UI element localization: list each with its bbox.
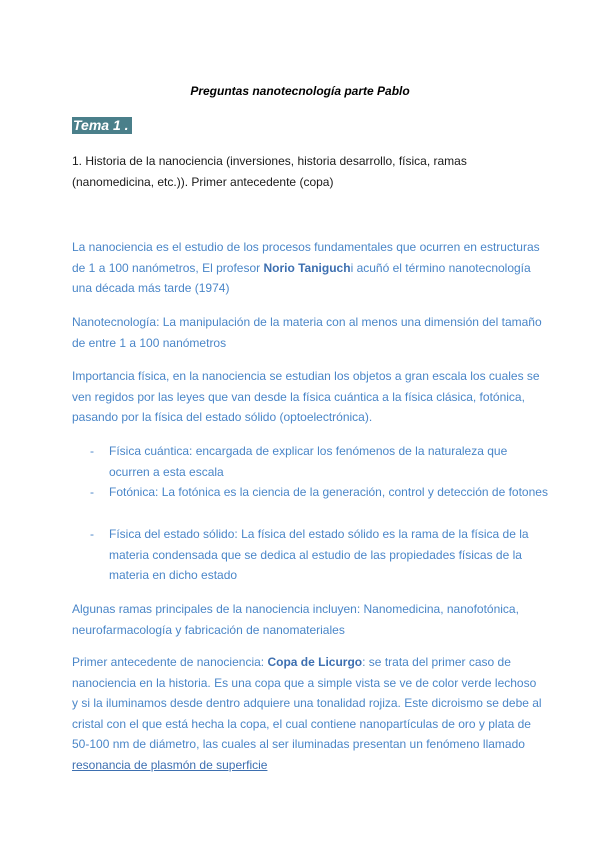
p1-text-after: i acuñó el término nanotecnología una década más tarde (1974) [72,260,531,295]
bullet-item [72,482,548,523]
p1-bold-name: Norio Taniguch [263,260,351,275]
paragraph-importancia-fisica: Importancia física, en la nanociencia se estudian los objetos a gran escala los cuales se ven regidos por las leyes que van desde la física cuántica a la física clásica, fotónica, pasando por la física del estado sólido (optoelectrónica). [72,369,540,424]
p1-text-before: La nanociencia es el estudio de los procesos fundamentales que ocurren en estructuras de 1 a 100 nanómetros, El profesor [72,240,540,275]
bullet-item [72,441,542,482]
document-title: Preguntas nanotecnología parte Pablo [190,84,410,98]
bullet-text: Fotónica: La fotónica es la ciencia de la generación, control y detección de fotones [109,485,548,499]
bullet-dash: - [90,444,94,458]
paragraph-nanotecnologia: Nanotecnología: La manipulación de la materia con al menos una dimensión del tamaño de entre 1 a 100 nanómetros [72,315,542,350]
paragraph-copa-licurgo [72,652,542,775]
bullet-item [72,524,542,586]
paragraph-nanociencia [72,237,542,299]
p5-text-after: : se trata del primer caso de nanociencia en la historia. Es una copa que a simple vista se ve de color verde lechoso y si la iluminamos desde dentro adquiere una tonalidad rojiza. Este dicroismo se debe al cristal con el que está hecha la copa, el cual contiene nanopartículas de oro y plata de 50-100 nm de diámetro, las cuales al ser iluminadas presentan un fenómeno llamado [72,655,542,751]
bullet-text: Física cuántica: encargada de explicar los fenómenos de la naturaleza que ocurren a esta escala [109,444,508,479]
question-1: 1. Historia de la nanociencia (inversiones, historia desarrollo, física, ramas (nanomedicina, etc.)). Primer antecedente (copa) [72,154,467,189]
p5-bold-name: Copa de Licurgo [267,655,363,669]
bullet-dash: - [90,485,94,499]
paragraph-ramas: Algunas ramas principales de la nanociencia incluyen: Nanomedicina, nanofotónica, neurofarmacología y fabricación de nanomateriales [72,602,519,637]
bullet-dash: - [90,527,94,541]
bullet-text: Física del estado sólido: La física del estado sólido es la rama de la física de la materia condensada que se dedica al estudio de las propiedades físicas de la materia en dicho estado [109,527,529,582]
p5-text-before: Primer antecedente de nanociencia: [72,655,268,669]
plasmon-resonance-link[interactable]: resonancia de plasmón de superficie [72,757,268,772]
tema-heading: Tema 1 . [72,117,132,134]
